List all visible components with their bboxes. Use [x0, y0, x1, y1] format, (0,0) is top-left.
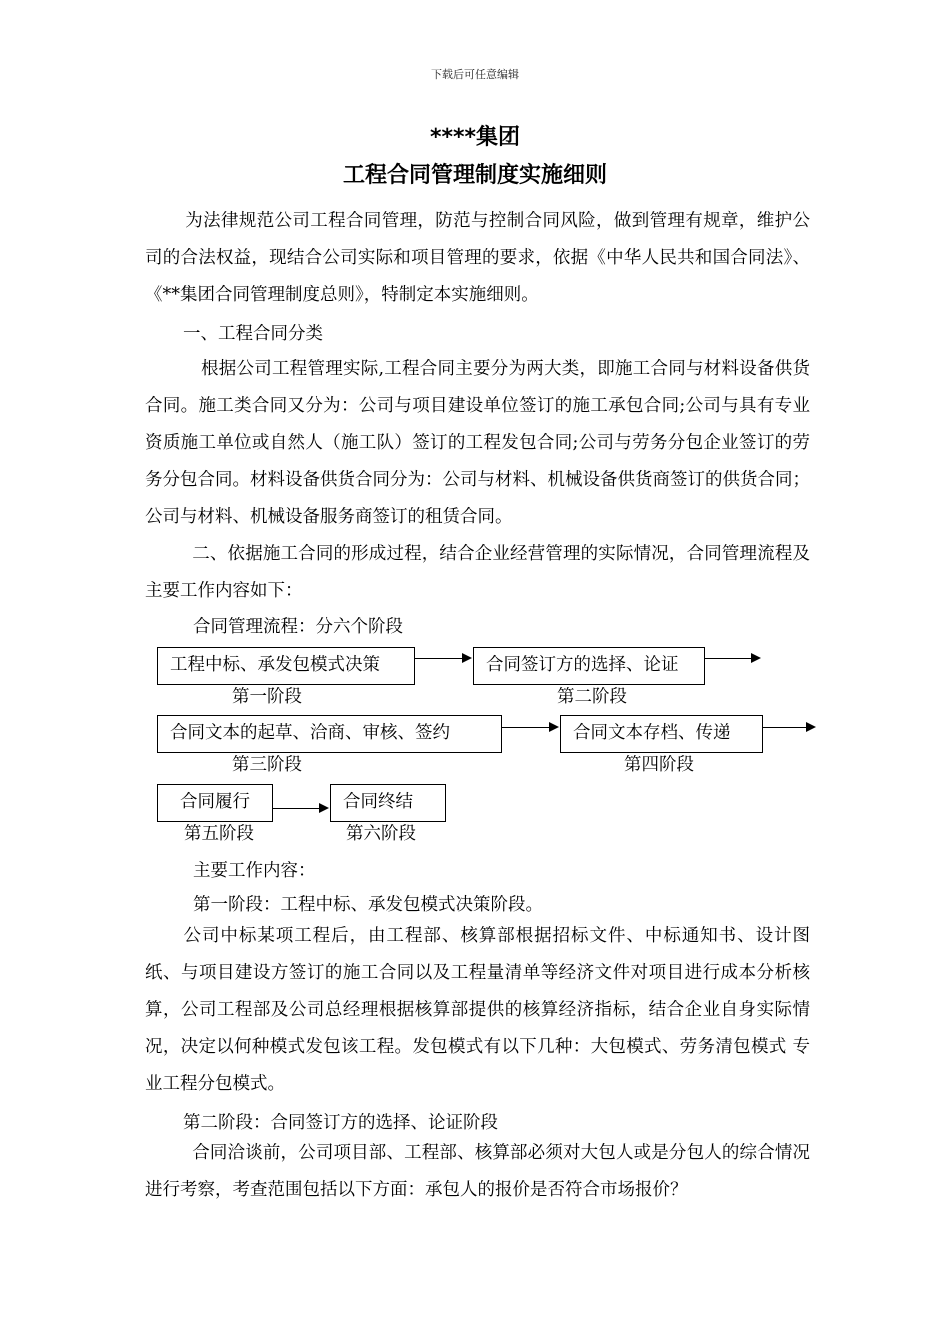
flow-box-stage5: 合同履行 [157, 784, 273, 822]
flow-stage6-label: 第六阶段 [346, 824, 416, 844]
flow-stage1-label: 第一阶段 [232, 687, 302, 707]
flow-box-stage2: 合同签订方的选择、论证 [473, 647, 705, 685]
section1-heading: 一、工程合同分类 [183, 324, 323, 344]
flow-arrow-1-2 [415, 658, 470, 659]
phase2-paragraph: 合同洽谈前，公司项目部、工程部、核算部必须对大包人或是分包人的综合情况进行考察，考查范围包括以下方面：承包人的报价是否符合市场报价？ [145, 1143, 810, 1200]
flow-stage2-label: 第二阶段 [557, 687, 627, 707]
main-work-heading: 主要工作内容： [193, 861, 316, 881]
flow-box-stage1: 工程中标、承发包模式决策 [157, 647, 415, 685]
section2-paragraph: 二、依据施工合同的形成过程，结合企业经营管理的实际情况，合同管理流程及主要工作内容如下： [145, 544, 810, 601]
flow-stage3-label: 第三阶段 [232, 755, 302, 775]
flow-arrow-4-out [763, 727, 814, 728]
phase1-paragraph: 公司中标某项工程后，由工程部、核算部根据招标文件、中标通知书、设计图纸、与项目建设方签订的施工合同以及工程量清单等经济文件对项目进行成本分析核算，公司工程部及公司总经理根据核算部提供的核算经济指标，结合企业自身实际情况，决定以何种模式发包该工程。发包模式有以下几种：大包模式、劳务清包模式 专业工程分包模式。 [145, 926, 810, 1094]
flow-stage5-label: 第五阶段 [184, 824, 254, 844]
flow-title: 合同管理流程：分六个阶段 [193, 617, 403, 637]
header-note: 下载后可任意编辑 [431, 68, 519, 81]
intro-paragraph: 为法律规范公司工程合同管理，防范与控制合同风险，做到管理有规章，维护公司的合法权益，现结合公司实际和项目管理的要求，依据《中华人民共和国合同法》、《**集团合同管理制度总则》，特制定本实施细则。 [145, 211, 810, 305]
flow-arrow-2-out [705, 658, 759, 659]
document-title: 工程合同管理制度实施细则 [342, 163, 607, 188]
flow-box-stage3: 合同文本的起草、洽商、审核、签约 [157, 715, 502, 753]
phase1-heading: 第一阶段：工程中标、承发包模式决策阶段。 [193, 895, 543, 915]
flow-stage4-label: 第四阶段 [624, 755, 694, 775]
flow-box-stage4: 合同文本存档、传递 [560, 715, 763, 753]
section1-paragraph: 根据公司工程管理实际,工程合同主要分为两大类，即施工合同与材料设备供货合同。施工类合同又分为：公司与项目建设单位签订的施工承包合同;公司与具有专业资质施工单位或自然人（施工队）签订的工程发包合同;公司与劳务分包企业签订的劳务分包合同。材料设备供货合同分为：公司与材料、机械设备供货商签订的供货合同；公司与材料、机械设备服务商签订的租赁合同。 [145, 359, 810, 527]
flow-arrow-5-6 [273, 808, 327, 809]
phase2-heading: 第二阶段：合同签订方的选择、论证阶段 [183, 1113, 498, 1133]
flow-box-stage6: 合同终结 [330, 784, 446, 822]
flow-arrow-3-4 [502, 727, 557, 728]
document-title-org: ****集团 [429, 125, 521, 150]
